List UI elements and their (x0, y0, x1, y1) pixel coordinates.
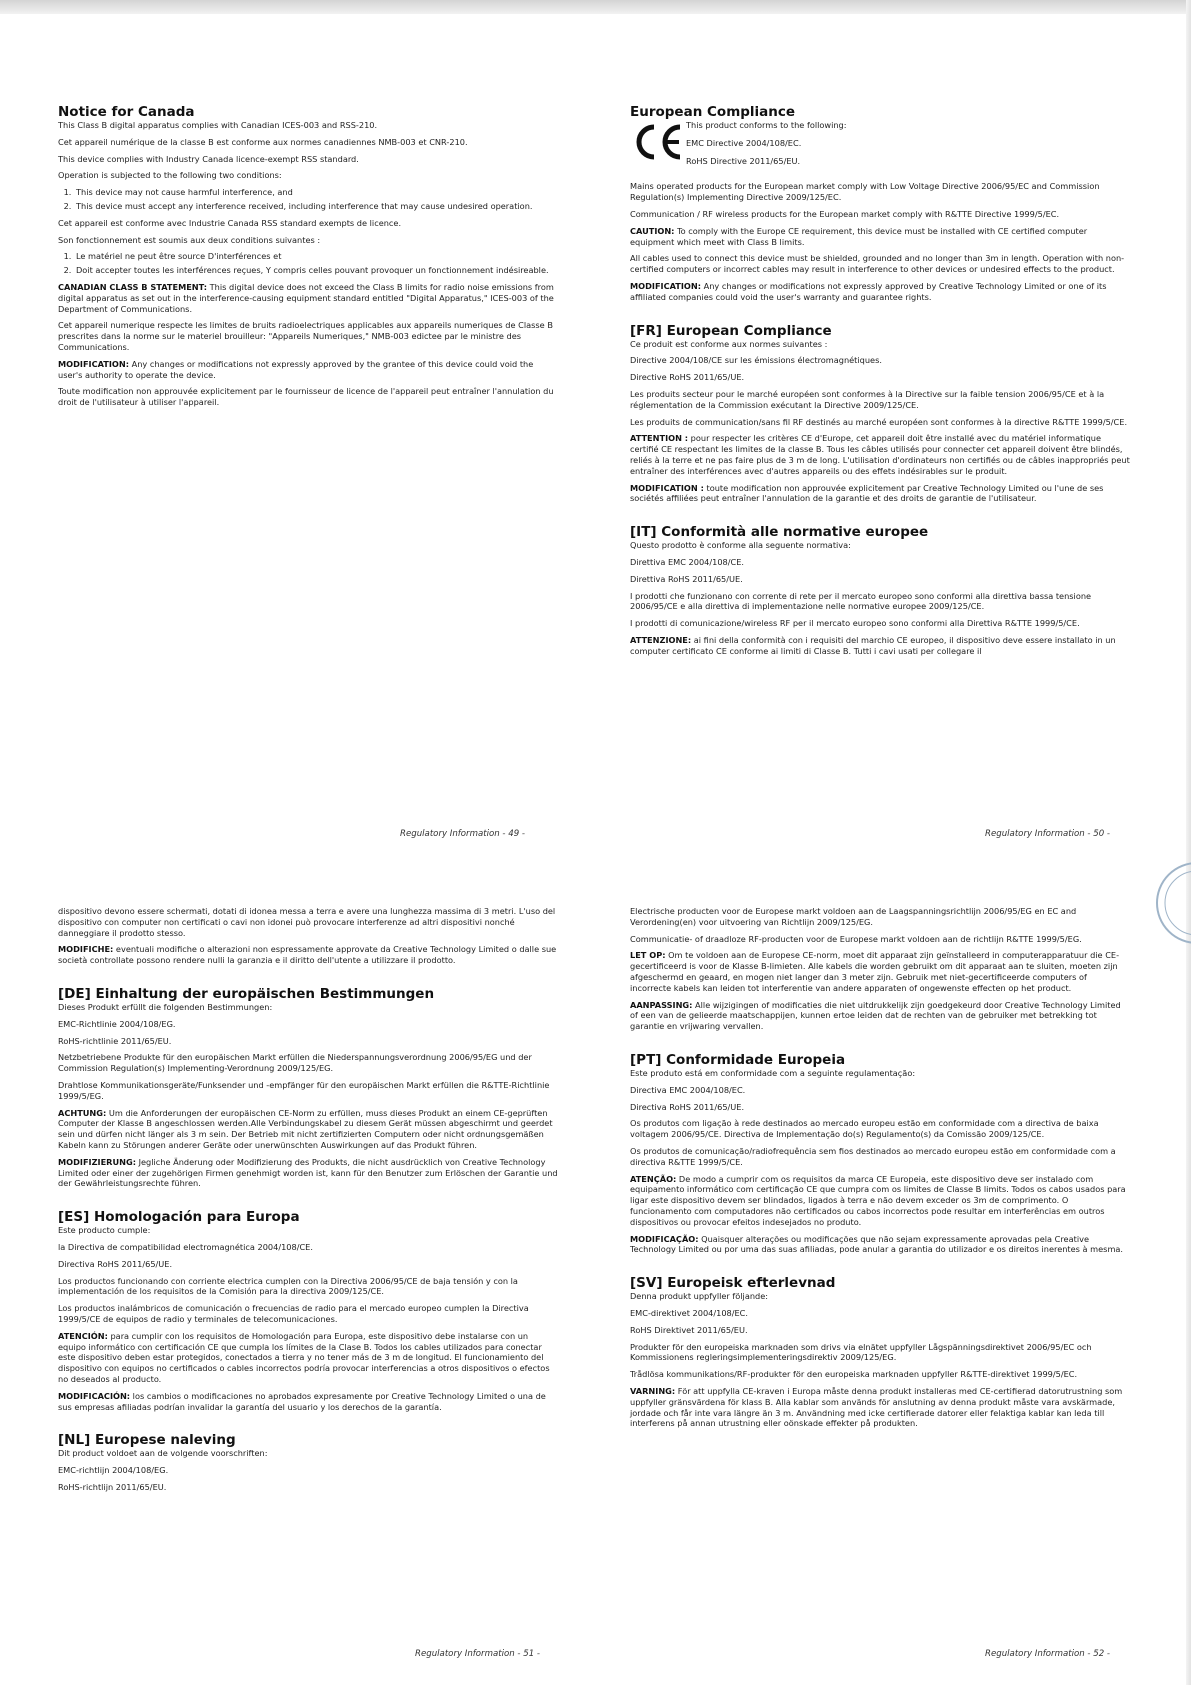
paragraph (58, 1052, 558, 1074)
page-footer: Regulatory Information - 52 - (985, 1649, 1111, 1659)
section-gap (630, 510, 1130, 524)
paragraph (630, 906, 1130, 928)
page-49 (58, 104, 558, 414)
section-gap (630, 309, 1130, 323)
section-title: [SV] Europeisk efterlevnad (630, 1275, 836, 1292)
paragraph (630, 1118, 1130, 1140)
paragraph (58, 235, 558, 246)
section-gap (58, 1418, 558, 1432)
paragraph (630, 557, 1130, 568)
ce-line: This product conforms to the following: (686, 120, 847, 130)
paragraph (630, 339, 1130, 350)
paragraph-text: EMC-Richtlinie 2004/108/EG. (58, 1018, 176, 1029)
section (630, 1038, 1130, 1255)
paragraph-text: Denna produkt uppfyller följande: (630, 1291, 769, 1302)
paragraph (58, 120, 558, 131)
page-51 (58, 906, 558, 1499)
paragraph (630, 483, 1130, 505)
paragraph-lead: MODIFICAÇÃO: (630, 1233, 699, 1244)
paragraph (630, 181, 1130, 203)
paragraph (630, 1068, 1130, 1079)
paragraph-text: los cambios o modificaciones no aprobados expresamente por Creative Technology Limited o una de sus empresas afiliadas podrían invalidar la garantía del usuario y los derechos de la garantía. (58, 1390, 546, 1412)
paragraph (630, 1085, 1130, 1096)
paragraph (58, 1002, 558, 1013)
paragraph (630, 226, 1130, 248)
paragraph (58, 906, 558, 938)
section (630, 309, 1130, 505)
ce-mark-icon (630, 122, 686, 162)
paragraph (630, 574, 1130, 585)
paragraph (58, 1080, 558, 1102)
list-item: 2. This device must accept any interference received, including interference that may cause undesired operation. (74, 201, 558, 212)
paragraph (630, 1000, 1130, 1032)
page-52 (630, 906, 1130, 1435)
section-title: [DE] Einhaltung der europäischen Bestimmungen (58, 985, 435, 1002)
paragraph-text: Alle wijzigingen of modificaties die niet uitdrukkelijk zijn goedgekeurd door Creative Technology Limited of een van de gelieerde maatschappijen, kunnen ertoe leiden dat de rechten van de gebruiker met betrekking tot garantie en vrijwaring vervallen. (630, 999, 1121, 1032)
paragraph-text: Jegliche Änderung oder Modifizierung des Produkts, die nicht ausdrücklich von Creative Technology Limited oder einer der zugehörigen Firmen genehmigt worden ist, kann für den Benutzer zum Erlöschen der Garantie und der Gewährleistungsrechte führen. (58, 1156, 558, 1189)
paragraph-text: EMC-richtlijn 2004/108/EG. (58, 1465, 169, 1476)
section (58, 906, 558, 966)
section-title: [IT] Conformità alle normative europee (630, 524, 929, 541)
paragraph (630, 1308, 1130, 1319)
paragraph (630, 1234, 1130, 1256)
paragraph-text: Netzbetriebene Produkte für den europäischen Markt erfüllen die Niederspannungsverordnung 2006/95/EG und der Commission Regulation(s) Implementing-Verordnung 2009/125/EG. (58, 1052, 532, 1074)
paragraph (58, 170, 558, 181)
paragraph-text: Trådlösa kommunikations/RF-produkter för den europeiska marknaden uppfyller R&TTE-direktivet 1999/5/EC. (630, 1369, 1078, 1380)
paragraph-text: Les produits de communication/sans fil RF destinés au marché européen sont conformes à la directive R&TTE 1999/5/CE. (630, 416, 1128, 427)
paragraph-text: Dieses Produkt erfüllt die folgenden Bestimmungen: (58, 1001, 273, 1012)
paragraph-text: Quaisquer alterações ou modificações que não sejam expressamente aprovadas pela Creative Technology Limited ou por uma das suas afiliadas, pode anular a garantia do utilizador e os direitos inerentes à mesma. (630, 1233, 1124, 1255)
paragraph (630, 1325, 1130, 1336)
list-item: 2. Doit accepter toutes les interférences reçues, Y compris celles pouvant provoquer un fonctionnement indésireable. (74, 265, 558, 276)
paragraph-text: la Directiva de compatibilidad electromagnética 2004/108/CE. (58, 1241, 313, 1252)
section (58, 104, 558, 408)
paragraph-text: Directiva EMC 2004/108/EC. (630, 1084, 746, 1095)
paragraph (58, 154, 558, 165)
paragraph-text: All cables used to connect this device must be shielded, grounded and no longer than 3m in length. Operation with non-certified computers or incorrect cables may result in interference to other devices or undesired effects to the product. (630, 253, 1125, 275)
paragraph (630, 1386, 1130, 1429)
paragraph-text: pour respecter les critères CE d'Europe, cet appareil doit être installé avec du matériel informatique certifié CE respectant les limites de la classe B. Tous les câbles utilisés pour connecter cet appareil doivent être blindés, reliés à la terre et ne pas faire plus de 3 m de long. L'utilisation d'ordinateurs non certifiés ou de câbles inappropriés peut entraîner des interférences avec d'autres appareils ou des effets indésirables sur le produit. (630, 433, 1130, 476)
paragraph (630, 1146, 1130, 1168)
section (58, 1195, 558, 1412)
paragraph-text: Any changes or modifications not expressly approved by Creative Technology Limited or one of its affiliated companies could void the user's warranty and guarantee rights. (630, 280, 1107, 302)
section (58, 1418, 558, 1492)
page-50 (630, 104, 1130, 663)
paragraph-text: Los productos inalámbricos de comunicación o frecuencias de radio para el mercado europeo cumplen la Directiva 1999/5/CE de equipos de radio y terminales de telecomunicaciones. (58, 1303, 529, 1324)
paragraph-text: Os produtos de comunicação/radiofrequência sem fios destinados ao mercado europeu estão em conformidade com a directiva R&TTE 1999/5/CE. (630, 1145, 1116, 1167)
paragraph (58, 1036, 558, 1047)
paragraph (58, 1242, 558, 1253)
paragraph-text: Directive 2004/108/CE sur les émissions électromagnétiques. (630, 355, 882, 366)
paragraph (58, 320, 558, 352)
paragraph-lead: AANPASSING: (630, 999, 693, 1010)
paragraph-text: Cet appareil est conforme avec Industrie Canada RSS standard exempts de licence. (58, 217, 402, 228)
ce-compliance-block (630, 120, 1130, 173)
certification-stamp-seal (1152, 858, 1191, 948)
section-title: European Compliance (630, 104, 796, 120)
paragraph (58, 1108, 558, 1151)
paragraph-text: Drahtlose Kommunikationsgeräte/Funksender und -empfänger für den europäischen Markt erfüllen die R&TTE-Richtlinie 1999/5/EG. (58, 1079, 550, 1101)
paragraph (630, 934, 1130, 945)
section (630, 510, 1130, 656)
paragraph-text: Directiva RoHS 2011/65/UE. (630, 1101, 745, 1112)
scan-top-edge (0, 0, 1191, 14)
section-title: [FR] European Compliance (630, 322, 832, 339)
paragraph-text: Directive RoHS 2011/65/UE. (630, 372, 745, 383)
numbered-list (58, 187, 558, 212)
paragraph-lead: MODIFICATION: (630, 280, 702, 291)
paragraph-text: Any changes or modifications not expressly approved by the grantee of this device could void the user's authority to operate the device. (58, 358, 534, 380)
paragraph-text: RoHS-richtlijn 2011/65/EU. (58, 1481, 167, 1492)
paragraph (630, 1291, 1130, 1302)
section-title: [PT] Conformidade Europeia (630, 1051, 846, 1068)
paragraph (58, 137, 558, 148)
numbered-list (58, 251, 558, 276)
paragraph (630, 372, 1130, 383)
paragraph (58, 1391, 558, 1413)
paragraph-lead: MODIFICACIÓN: (58, 1390, 131, 1401)
paragraph (630, 355, 1130, 366)
paragraph-text: Mains operated products for the European market comply with Low Voltage Directive 2006/95/EC and Commission Regulation(s) Implementing Directive 2009/125/EC. (630, 181, 1100, 203)
page-footer: Regulatory Information - 51 - (415, 1649, 541, 1659)
paragraph-text: Este produto está em conformidade com a seguinte regulamentação: (630, 1067, 916, 1078)
paragraph-text: Toute modification non approuvée explicitement par le fournisseur de licence de l'appareil peut entraîner l'annulation du droit de l'utilisateur à utiliser l'appareil. (58, 386, 554, 408)
paragraph-text: Os produtos com ligação à rede destinados ao mercado europeu estão em conformidade com a directiva de baixa voltagem 2006/95/CE. Directiva de Implementação do(s) Regulamento(s) da Comissão 2009/125/CE. (630, 1118, 1099, 1140)
paragraph-text: De modo a cumprir com os requisitos da marca CE Europeia, este dispositivo deve ser instalado com equipamento informático com certificação CE que cumpra com os limites de Classe B limits. Todos os cabos usados para ligar este dispositivo devem ser blindados, ligados à terra e não devem exceder os 3m de comprimento. O funcionamento com computadores não certificados ou cabos incorrectos pode resultar em interferências em outros dispositivos ou provocar efeitos indesejados no produto. (630, 1173, 1126, 1227)
paragraph (58, 1465, 558, 1476)
section (630, 906, 1130, 1032)
ce-lines (686, 120, 847, 173)
paragraph-text: This Class B digital apparatus complies with Canadian ICES-003 and RSS-210. (58, 120, 378, 130)
paragraph (58, 1331, 558, 1385)
paragraph (58, 1225, 558, 1236)
paragraph (58, 1482, 558, 1493)
page-footer: Regulatory Information - 49 - (400, 829, 526, 839)
paragraph-text: Dit product voldoet aan de volgende voorschriften: (58, 1448, 268, 1459)
section-title: Notice for Canada (58, 104, 195, 120)
paragraph-lead: MODIFIZIERUNG: (58, 1156, 136, 1167)
paragraph-text: EMC-direktivet 2004/108/EC. (630, 1307, 748, 1318)
scan-right-edge (1186, 0, 1191, 1685)
paragraph (58, 1276, 558, 1298)
paragraph (58, 282, 558, 314)
paragraph (58, 359, 558, 381)
paragraph (58, 1303, 558, 1325)
list-item: 1. This device may not cause harmful interference, and (74, 187, 558, 198)
paragraph-text: Questo prodotto è conforme alla seguente normativa: (630, 540, 851, 551)
paragraph (630, 1102, 1130, 1113)
section-gap (58, 972, 558, 986)
page-footer: Regulatory Information - 50 - (985, 829, 1111, 839)
paragraph-lead: ATENCIÓN: (58, 1330, 108, 1341)
paragraph-lead: MODIFICHE: (58, 944, 114, 955)
paragraph-text: I prodotti di comunicazione/wireless RF per il mercato europeo sono conformi alla Direttiva R&TTE 1999/5/CE. (630, 618, 1080, 629)
paragraph (630, 1342, 1130, 1364)
paragraph-text: Direttiva EMC 2004/108/CE. (630, 556, 744, 567)
paragraph-lead: ACHTUNG: (58, 1107, 107, 1118)
paragraph (630, 618, 1130, 629)
paragraph-text: Um die Anforderungen der europäischen CE-Norm zu erfüllen, muss dieses Produkt an einem CE-geprüften Computer der Klasse B angeschlossen werden.Alle Verbindungskabel zu diesem Gerät müssen abgeschirmt und geerdet sein und dürfen nicht länger als 3 m sein. Der Betrieb mit nicht zertifizierten Computern oder nicht ordnungsgemäßen Kabeln kann zu Störungen anderer Geräte oder unerwünschten Auswirkungen auf das Produkt führen. (58, 1107, 553, 1150)
paragraph (58, 1157, 558, 1189)
ce-line: EMC Directive 2004/108/EC. (686, 137, 802, 148)
paragraph (630, 540, 1130, 551)
paragraph-text: Son fonctionnement est soumis aux deux conditions suivantes : (58, 234, 321, 245)
paragraph-text: para cumplir con los requisitos de Homologación para Europa, este dispositivo debe instalarse con un equipo informático con certificación CE que cumpla los límites de la Clase B. Todos los cables utilizados para conectar este dispositivo deben estar protegidos, conectados a tierra y no tener más de 3 m de longitud. El funcionamiento del dispositivo con equipos no certificados o cables incorrectos podría provocar interferencias a otros dispositivos o efectos no deseados al producto. (58, 1330, 550, 1384)
paragraph-lead: LET OP: (630, 950, 666, 961)
paragraph-lead: ATTENTION : (630, 433, 689, 444)
paragraph-text: This digital device does not exceed the Class B limits for radio noise emissions from digital apparatus as set out in the interference-causing equipment standard entitled "Digital Apparatus," ICES-003 of the Department of Communications. (58, 281, 554, 314)
paragraph (58, 1019, 558, 1030)
paragraph (58, 944, 558, 966)
paragraph-text: I prodotti che funzionano con corrente di rete per il mercato europeo sono conformi alla direttiva bassa tensione 2006/95/CE e alla direttiva di implementazione nelle normative europee 2009/125/CE. (630, 590, 1092, 612)
paragraph (630, 417, 1130, 428)
paragraph-text: Direttiva RoHS 2011/65/UE. (630, 573, 743, 584)
paragraph-lead: MODIFICATION: (58, 358, 130, 369)
paragraph (58, 218, 558, 229)
ce-line: RoHS Directive 2011/65/EU. (686, 155, 801, 166)
section-gap (58, 1195, 558, 1209)
paragraph (630, 591, 1130, 613)
paragraph (58, 386, 558, 408)
paragraph (58, 1448, 558, 1459)
paragraph-text: Directiva RoHS 2011/65/UE. (58, 1258, 173, 1269)
paragraph-text: För att uppfylla CE-kraven i Europa måste denna produkt installeras med CE-certifierad datorutrustning som uppfyller gränsvärdena för klass B. Alla kablar som används för anslutning av denna produkt måste vara avskärmade, jordade och får inte vara längre än 3 m. Användning med icke certifierade datorer eller felaktiga kablar kan leda till interferens på annan utrustning eller oönskade effekter på produkten. (630, 1385, 1123, 1429)
paragraph-text: Les produits secteur pour le marché européen sont conformes à la Directive sur la faible tension 2006/95/CE et à la réglementation de la Commission exécutant la Directive 2009/125/CE. (630, 388, 1105, 410)
paragraph-text: Communication / RF wireless products for the European market comply with R&TTE Directive 1999/5/EC. (630, 208, 1060, 219)
paragraph-lead: VARNING: (630, 1385, 676, 1396)
paragraph (630, 1174, 1130, 1228)
paragraph (630, 635, 1130, 657)
section-gap (630, 1038, 1130, 1052)
paragraph (630, 1369, 1130, 1380)
paragraph-text: toute modification non approuvée explicitement par Creative Technology Limited ou l'une de ses sociétés affiliées peut entraîner l'annulation de la garantie et des droits de garantie de l'utilisateur. (630, 482, 1104, 504)
section (630, 104, 1130, 303)
paragraph-text: Los productos funcionando con corriente electrica cumplen con la Directiva 2006/95/CE de baja tensión y con la implementación de los requisitos de la Comisión para la directiva 2009/125/CE. (58, 1275, 518, 1297)
paragraph-text: Este producto cumple: (58, 1225, 151, 1236)
paragraph-text: ai fini della conformità con i requisiti del marchio CE europeo, il dispositivo deve essere installato in un computer certificato CE conforme ai limiti di Classe B. Tutti i cavi usati per collegare il (630, 634, 1116, 656)
paragraph (630, 433, 1130, 476)
paragraph-lead: CANADIAN CLASS B STATEMENT: (58, 281, 208, 292)
paragraph-text: Cet appareil numerique respecte les limites de bruits radioelectriques applicables aux appareils numeriques de Classe B prescrites dans la norme sur le materiel brouilleur: "Appareils Numeriques," NMB-003 edictee par le ministre des Communications. (58, 320, 553, 352)
paragraph-text: Produkter för den europeiska marknaden som drivs via elnätet uppfyller Lågspänningsdirektivet 2006/95/EC och Kommissionens regleringsimplementeringsdirektiv 2009/125/EG. (630, 1341, 1092, 1363)
paragraph-text: Electrische producten voor de Europese markt voldoen aan de Laagspanningsrichtlijn 2006/95/EG en EC and Verordening(en) voor uitvoering van Richtlijn 2009/125/EG. (630, 906, 1077, 927)
paragraph (58, 1259, 558, 1270)
paragraph-text: Ce produit est conforme aux normes suivantes : (630, 338, 828, 349)
paragraph (630, 253, 1130, 275)
paragraph-lead: ATENÇÃO: (630, 1173, 677, 1184)
paragraph (630, 209, 1130, 220)
section-title: [NL] Europese naleving (58, 1432, 236, 1449)
paragraph (630, 950, 1130, 993)
paragraph-text: This device complies with Industry Canada licence-exempt RSS standard. (58, 153, 359, 164)
list-item: 1. Le matériel ne peut être source D'interférences et (74, 251, 558, 262)
section (630, 1261, 1130, 1429)
paragraph-text: RoHS Direktivet 2011/65/EU. (630, 1324, 748, 1335)
section-gap (630, 1261, 1130, 1275)
paragraph-text: Communicatie- of draadloze RF-producten voor de Europese markt voldoen aan de richtlijn R&TTE 1999/5/EG. (630, 933, 1082, 944)
paragraph-text: Cet appareil numérique de la classe B est conforme aux normes canadiennes NMB-003 et CNR-210. (58, 136, 468, 147)
paragraph-lead: ATTENZIONE: (630, 634, 692, 645)
paragraph-text: dispositivo devono essere schermati, dotati di idonea messa a terra e avere una lunghezza massima di 3 metri. L'uso del dispositivo con computer non certificati o cavi non idonei può provocare interferenze ad altri dispositivi nonché danneggiare il prodotto stesso. (58, 906, 556, 938)
paragraph-text: Om te voldoen aan de Europese CE-norm, moet dit apparaat zijn geïnstalleerd in computerapparatuur die CE-gecertificeerd is voor de Klasse B-limieten. Alle kabels die worden gebruikt om dit apparaat aan te sluiten, moeten zijn afgeschermd en geaard, en mogen niet langer dan 3 meter zijn. Gebruik met niet-gecertificeerde computers of incorrecte kabels kan leiden tot interferentie van andere apparaten of ongewenste effecten op het product. (630, 950, 1120, 993)
paragraph-lead: CAUTION: (630, 225, 675, 236)
section (58, 972, 558, 1189)
paragraph-lead: MODIFICATION : (630, 482, 704, 493)
paragraph (630, 389, 1130, 411)
paragraph-text: RoHS-richtlinie 2011/65/EU. (58, 1035, 172, 1046)
paragraph-text: Operation is subjected to the following two conditions: (58, 170, 282, 181)
section-title: [ES] Homologación para Europa (58, 1209, 300, 1226)
paragraph-text: To comply with the Europe CE requirement, this device must be installed with CE certified computer equipment which meet with Class B limits. (630, 225, 1088, 247)
paragraph-text: eventuali modifiche o alterazioni non espressamente approvate da Creative Technology Limited o dalle sue società controllate possono rendere nulli la garanzia e il diritto dell'utente a utilizzare il prodotto. (58, 944, 557, 966)
paragraph (630, 281, 1130, 303)
